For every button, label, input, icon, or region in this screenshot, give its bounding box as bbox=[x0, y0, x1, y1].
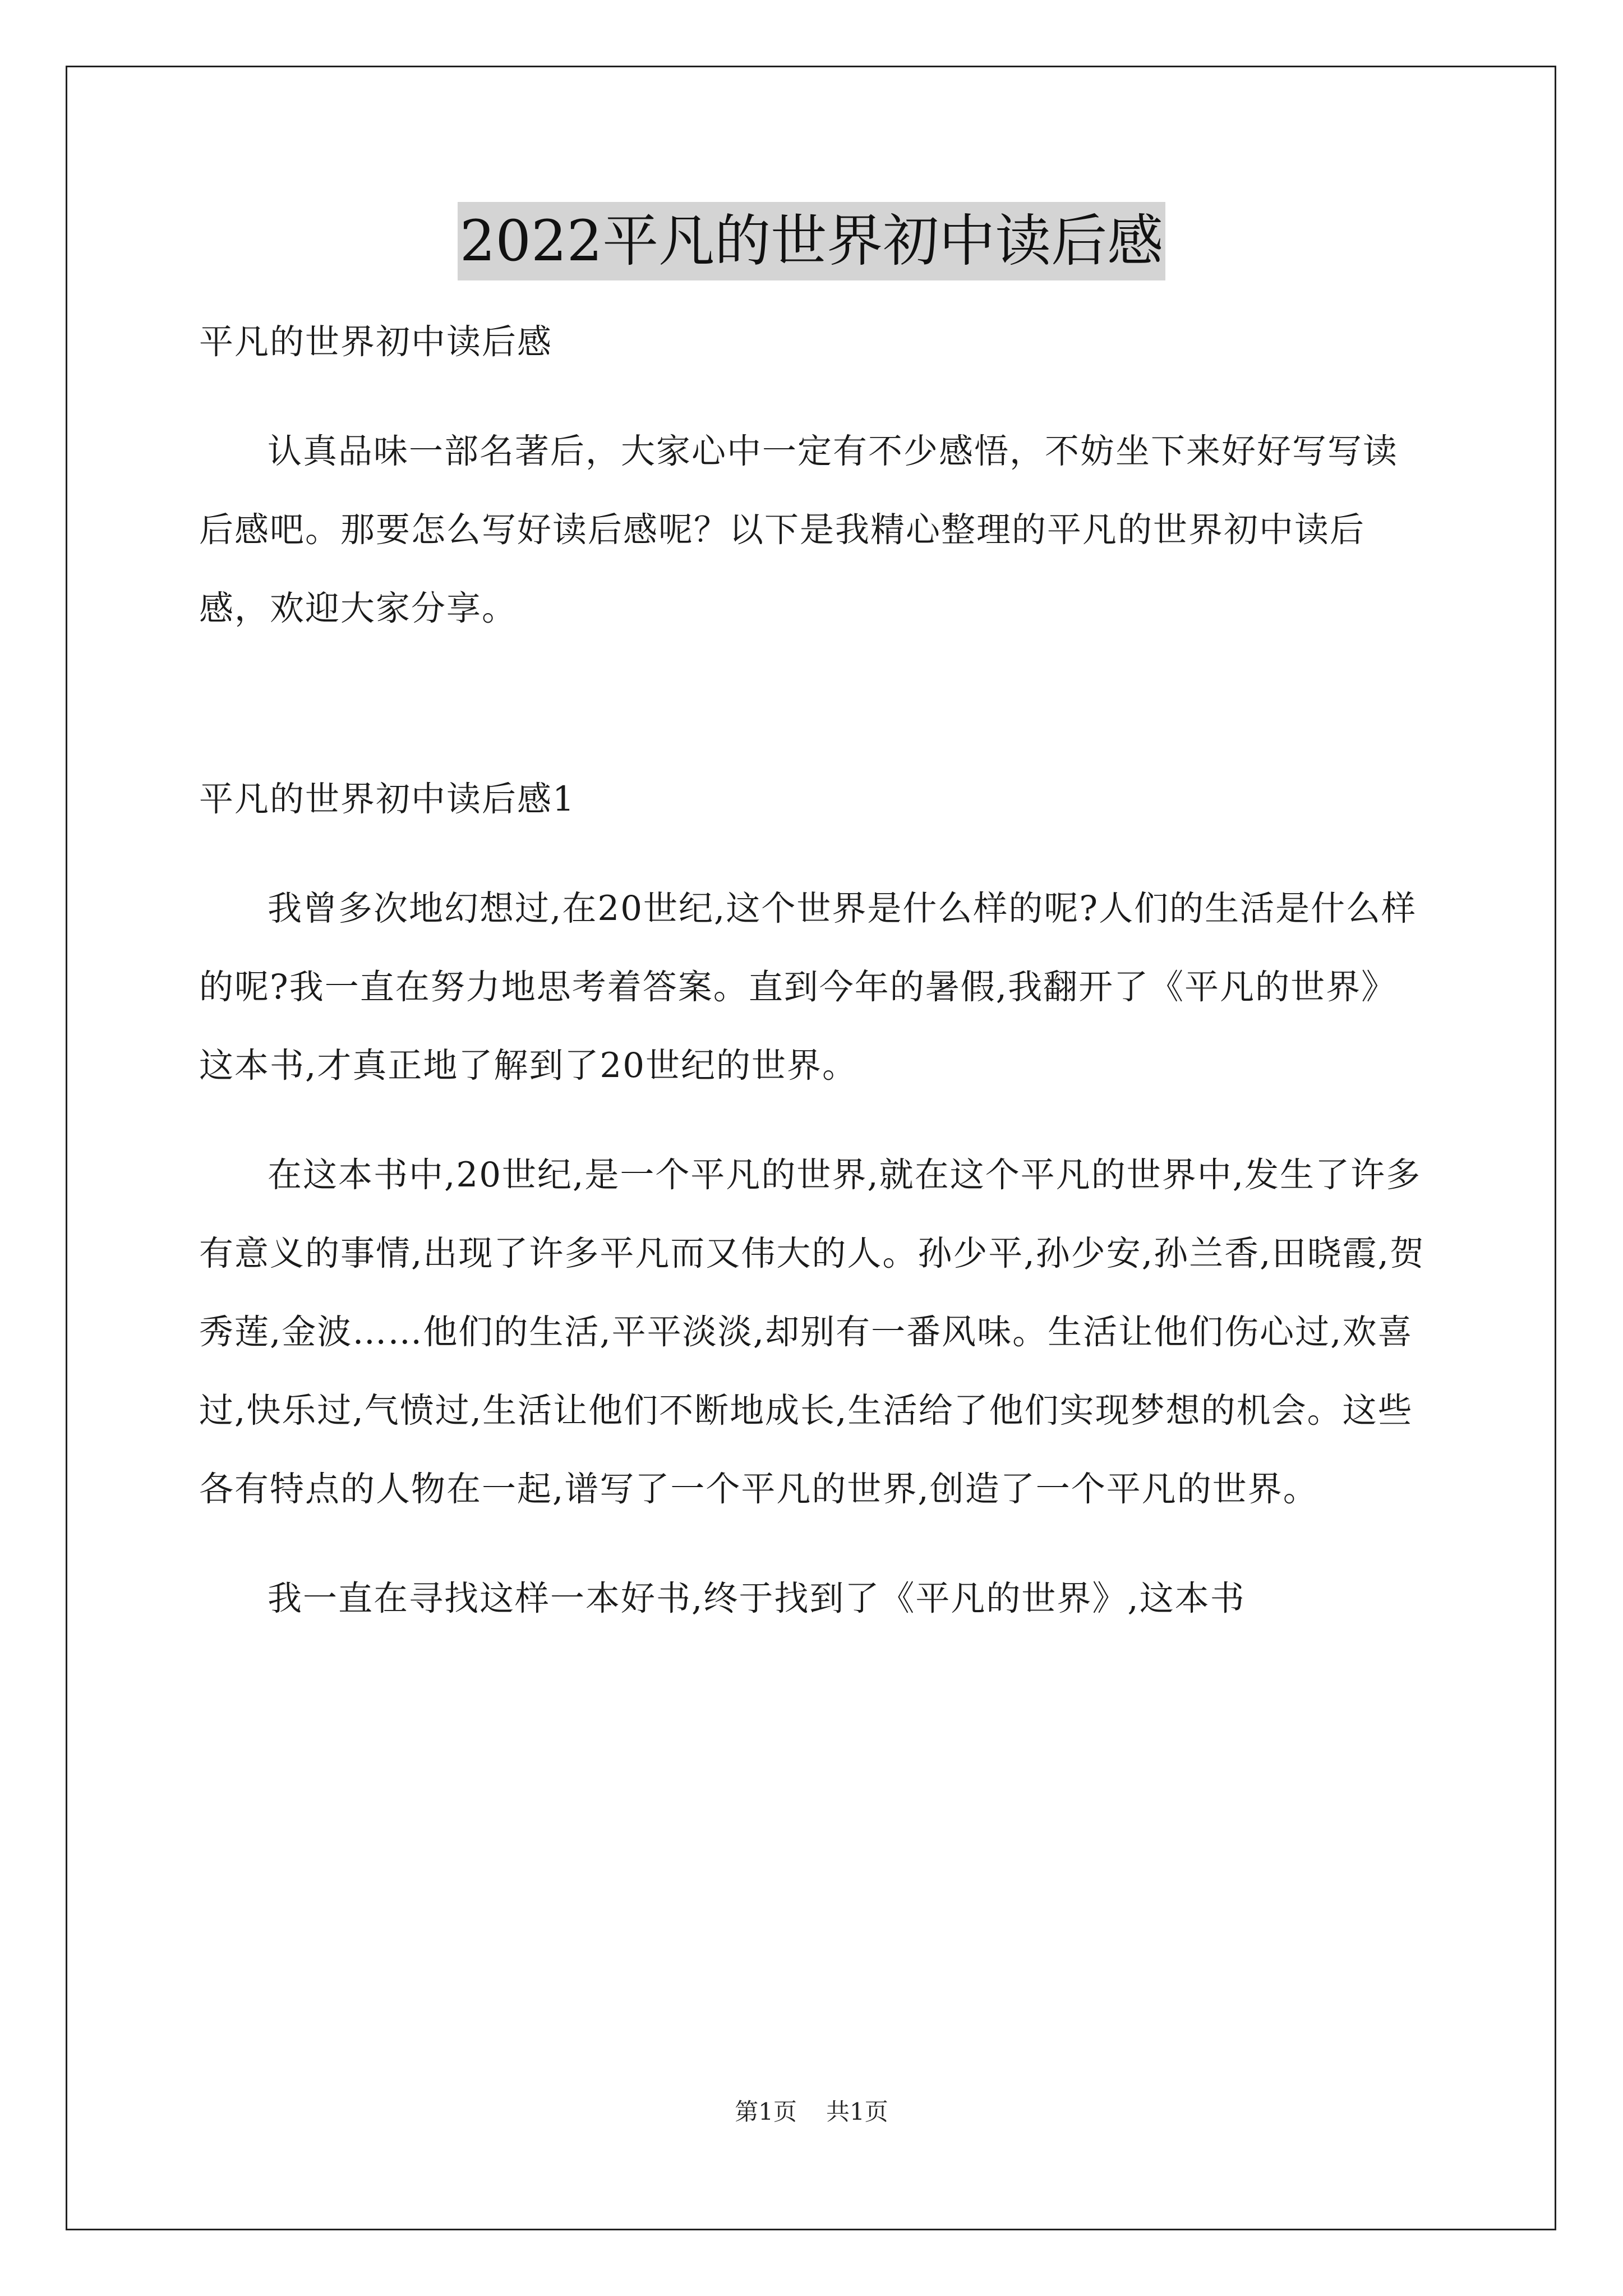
spacer bbox=[199, 648, 1427, 760]
spacer bbox=[199, 839, 1427, 869]
page-number: 第1页 bbox=[735, 2098, 797, 2125]
document-title: 2022平凡的世界初中读后感 bbox=[458, 202, 1166, 280]
body-paragraph: 我曾多次地幻想过,在20世纪,这个世界是什么样的呢?人们的生活是什么样的呢?我一直在努力地思考着答案。直到今年的暑假,我翻开了《平凡的世界》这本书,才真正地了解到了20世纪的世界。 bbox=[199, 889, 1417, 1085]
body-paragraph: 我一直在寻找这样一本好书,终于找到了《平凡的世界》,这本书 bbox=[268, 1579, 1246, 1618]
body-paragraph: 在这本书中,20世纪,是一个平凡的世界,就在这个平凡的世界中,发生了许多有意义的事情,出现了许多平凡而又伟大的人。孙少平,孙少安,孙兰香,田晓霞,贺秀莲,金波……他们的生活,平平淡淡,却别有一番风味。生活让他们伤心过,欢喜过,快乐过,气愤过,生活让他们不断地成长,生活给了他们实现梦想的机会。这些各有特点的人物在一起,谱写了一个平凡的世界,创造了一个平凡的世界。 bbox=[199, 1155, 1425, 1509]
intro-paragraph: 认真品味一部名著后，大家心中一定有不少感悟，不妨坐下来好好写写读后感吧。那要怎么写好读后感呢？以下是我精心整理的平凡的世界初中读后感，欢迎大家分享。 bbox=[199, 431, 1399, 628]
page-total: 共1页 bbox=[826, 2098, 888, 2125]
section-heading: 平凡的世界初中读后感1 bbox=[199, 779, 575, 819]
spacer bbox=[199, 1105, 1427, 1136]
subtitle: 平凡的世界初中读后感 bbox=[199, 322, 553, 362]
spacer bbox=[199, 381, 1427, 412]
page-footer bbox=[0, 2095, 1623, 2129]
document-body bbox=[199, 303, 1427, 1638]
spacer bbox=[199, 1529, 1427, 1559]
title-container bbox=[0, 202, 1623, 280]
